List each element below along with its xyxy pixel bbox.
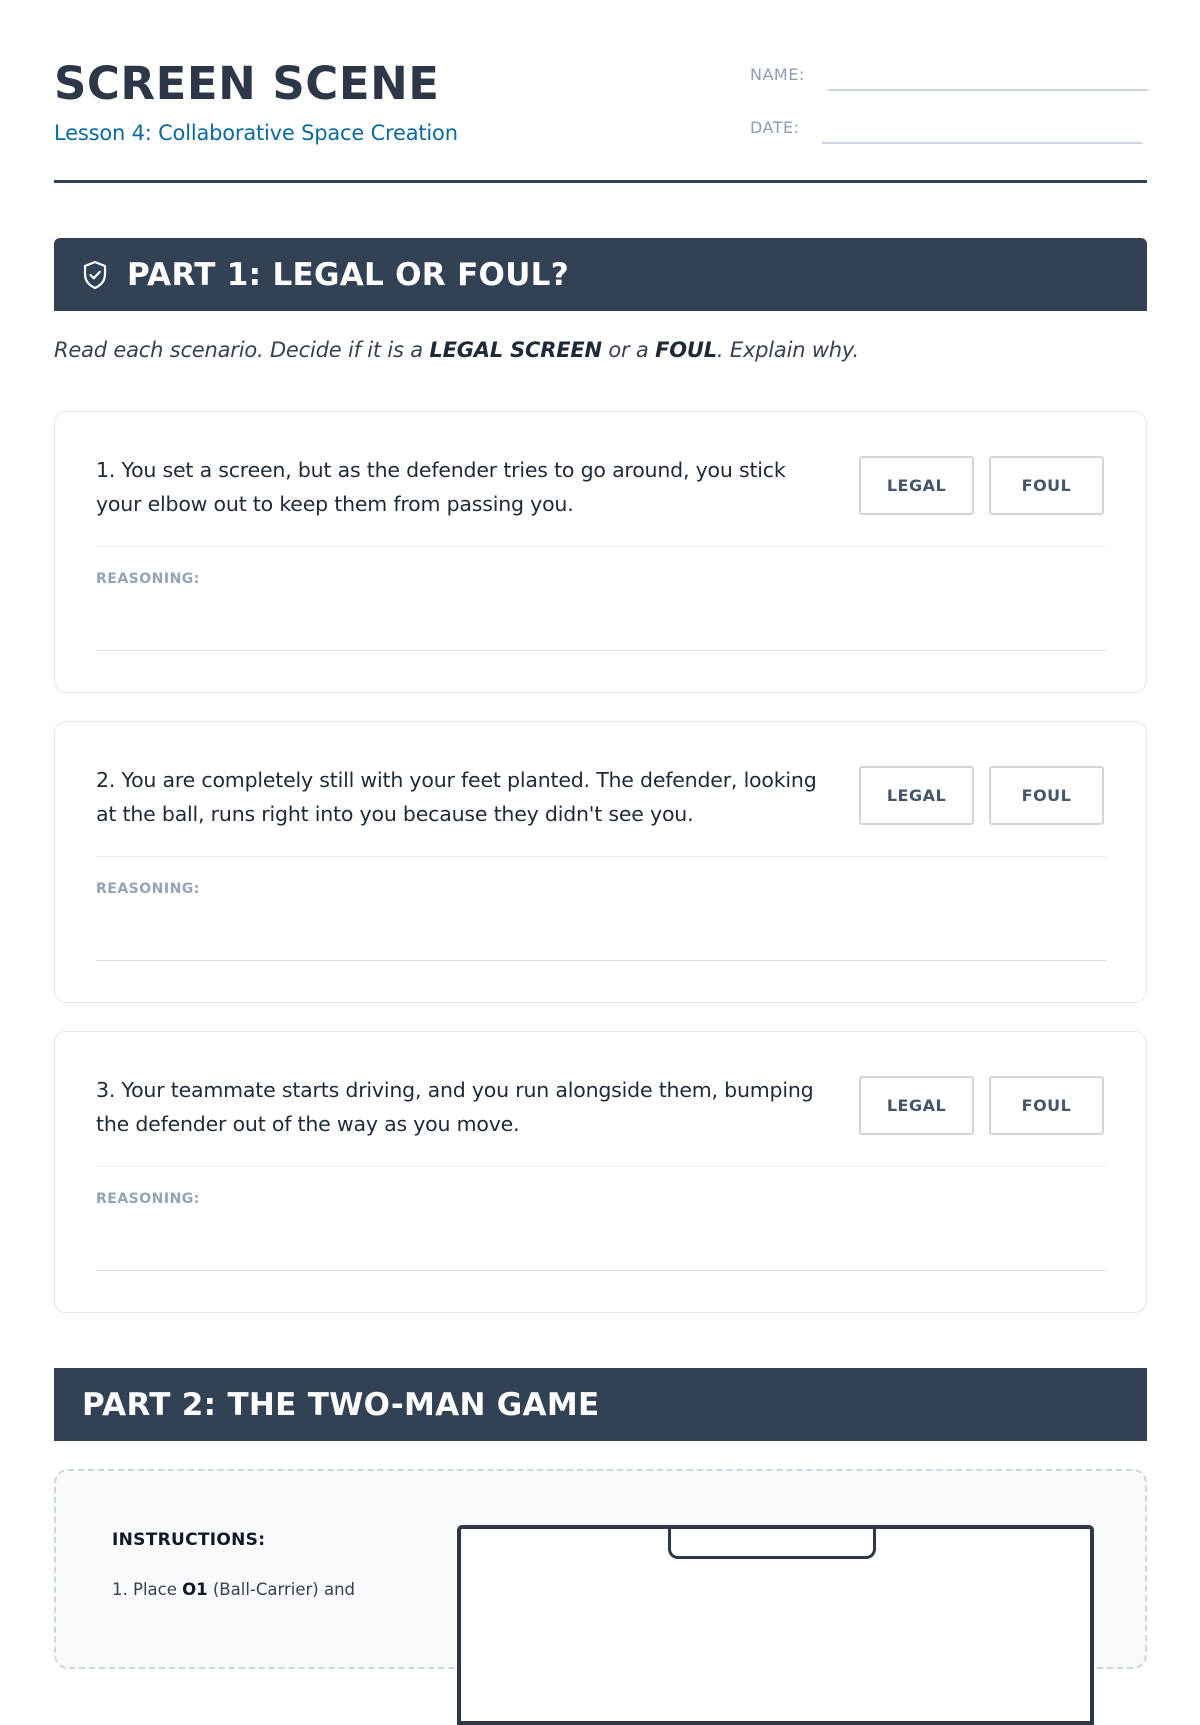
scenario-card-1 — [54, 411, 1147, 693]
part1-header-bar — [54, 238, 1147, 311]
foul-button[interactable]: FOUL — [989, 766, 1104, 825]
step-player-label: O1 — [182, 1580, 208, 1599]
reasoning-label: REASONING: — [96, 571, 200, 587]
scenario-card-3 — [54, 1031, 1147, 1313]
reasoning-answer-line[interactable] — [96, 650, 1106, 651]
part1-instruction — [54, 338, 859, 362]
name-input-line[interactable] — [828, 89, 1148, 91]
lesson-subtitle: Lesson 4: Collaborative Space Creation — [54, 121, 458, 145]
card-divider — [96, 546, 1106, 547]
reasoning-answer-line[interactable] — [96, 960, 1106, 961]
part2-header-bar — [54, 1368, 1147, 1441]
part2-title: PART 2: THE TWO-MAN GAME — [82, 1386, 600, 1423]
scenario-card-2 — [54, 721, 1147, 1003]
date-input-line[interactable] — [822, 142, 1142, 144]
worksheet-header — [54, 0, 1147, 183]
instructions-heading: INSTRUCTIONS: — [112, 1530, 266, 1550]
name-label: NAME: — [750, 65, 805, 84]
legal-button[interactable]: LEGAL — [859, 1076, 974, 1135]
step-text: (Ball-Carrier) and — [207, 1580, 356, 1599]
step-text: 1. Place — [112, 1580, 183, 1599]
scenario-text: 3. Your teammate starts driving, and you run alongside them, bumping the defender out of the way as you move. — [96, 1078, 814, 1136]
basketball-court-diagram[interactable] — [457, 1525, 1094, 1725]
date-field[interactable] — [750, 112, 1150, 146]
part1-title: PART 1: LEGAL OR FOUL? — [127, 256, 570, 293]
name-field[interactable] — [750, 59, 1150, 93]
instruction-step-1 — [112, 1580, 355, 1599]
card-divider — [96, 856, 1106, 857]
foul-button[interactable]: FOUL — [989, 456, 1104, 515]
scenario-text: 1. You set a screen, but as the defender tries to go around, you stick your elbow out to keep them from passing you. — [96, 458, 786, 516]
shield-check-icon — [82, 260, 110, 290]
court-key-area — [668, 1525, 876, 1559]
reasoning-label: REASONING: — [96, 1191, 200, 1207]
instruction-text: . Explain why. — [716, 338, 859, 362]
card-divider — [96, 1166, 1106, 1167]
part2-activity-box — [54, 1469, 1147, 1669]
scenario-text: 2. You are completely still with your feet planted. The defender, looking at the ball, runs right into you because they didn't see you. — [96, 768, 817, 826]
instruction-text: or a — [601, 338, 656, 362]
legal-button[interactable]: LEGAL — [859, 766, 974, 825]
reasoning-label: REASONING: — [96, 881, 200, 897]
instruction-legal-emphasis: LEGAL SCREEN — [429, 338, 602, 362]
date-label: DATE: — [750, 118, 800, 137]
worksheet-title: SCREEN SCENE — [54, 57, 440, 110]
reasoning-answer-line[interactable] — [96, 1270, 1106, 1271]
foul-button[interactable]: FOUL — [989, 1076, 1104, 1135]
instruction-text: Read each scenario. Decide if it is a — [54, 338, 430, 362]
legal-button[interactable]: LEGAL — [859, 456, 974, 515]
instruction-foul-emphasis: FOUL — [655, 338, 717, 362]
